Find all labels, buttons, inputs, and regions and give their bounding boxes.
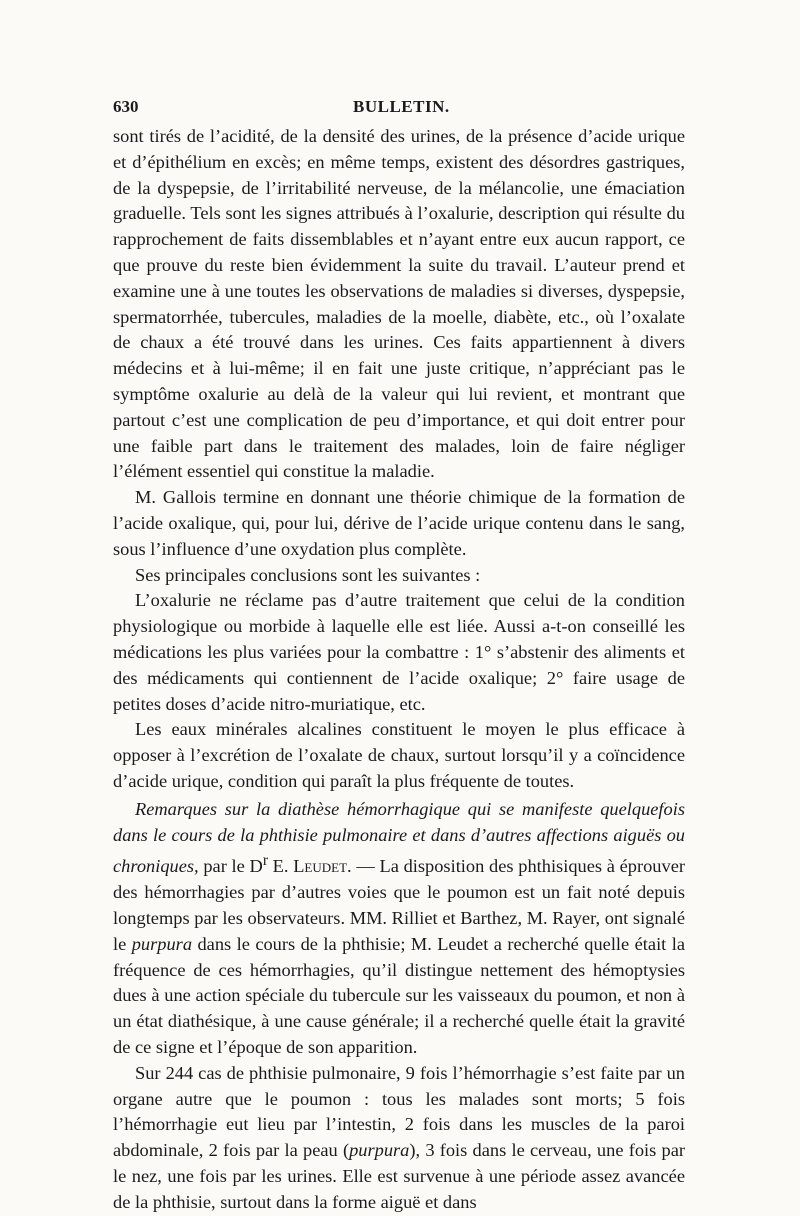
paragraph-continuation: sont tirés de l’acidité, de la densité des urines, de la présence d’acide urique et d’épithélium en excès; en même temps, existent des désordres gastriques, de la dyspepsie, de l’irritabilité nerveuse, de la mélancolie, une émaciation graduelle. Tels sont les signes attribués à l’oxalurie, description qui résulte du rapprochement de faits dissemblables et n’ayant entre eux aucun rapport, ce que prouve du reste bien évidemment la suite du travail. L’auteur prend et examine une à une toutes les observations de maladies si diverses, dyspepsie, spermatorrhée, tubercules, maladies de la moelle, diabète, etc., où l’oxalate de chaux a été trouvé dans les urines. Ces faits appartiennent à divers médecins et à lui-même; il en fait une juste critique, n’appréciant pas le symptôme oxalurie au delà de la valeur qui lui revient, et montrant que partout c’est une complication de peu d’importance, et qui doit entrer pour une faible part dans le traitement des malades, loin de faire négliger l’élément essentiel qui constitue la maladie. <box>113 126 685 482</box>
article-leudet <box>113 797 685 1061</box>
purpura-term: purpura <box>131 933 193 954</box>
author-initial: E. <box>267 856 294 877</box>
page-header <box>113 97 685 121</box>
stats-text-start: Sur 244 cas de phthisie pulmonaire, 9 fois l’hémorrhagie s’est faite par un organe autre que le poumon : tous les malades sont morts; 5 fois l’hémorrhagie eut lieu par l’intestin, 2 fois dans les muscles de la paroi abdominale, 2 fois par la peau ( <box>113 1062 685 1161</box>
purpura-term-2: purpura <box>349 1140 410 1161</box>
page-body <box>113 124 685 1216</box>
article-title: Remarques sur la diathèse hémorrhagique qui se manifeste quelquefois dans le cours de la phthisie pulmonaire et dans d’autres affections aiguës ou chroniques, <box>113 798 685 877</box>
paragraph-mineral-waters: Les eaux minérales alcalines constituent le moyen le plus efficace à opposer à l’excrétion de l’oxalate de chaux, surtout lorsqu’il y a coïncidence d’acide urique, condition qui paraît la plus fréquente de toutes. <box>113 719 685 791</box>
article-body: dans le cours de la phthisie; M. Leudet a recherché quelle était la fréquence de ces hémorrhagies, qu’il distingue nettement des hémoptysies dues à une action spéciale du tubercule sur les vaisseaux du poumon, et non à un état diathésique, à une cause générale; il a recherché quelle était la gravité de ce signe et l’époque de son apparition. <box>113 933 686 1058</box>
article-byline: par le D <box>198 856 263 877</box>
paragraph-oxalurie-treatment: L’oxalurie ne réclame pas d’autre traitement que celui de la condition physiologique ou morbide à laquelle elle est liée. Aussi a-t-on conseillé les médications les plus variées pour la combattre : 1° s’abstenir des aliments et des médicaments qui contiennent de l’acide oxalique; 2° faire usage de petites doses d’acide nitro-muriatique, etc. <box>113 590 685 714</box>
paragraph-gallois-theory: M. Gallois termine en donnant une théorie chimique de la formation de l’acide oxalique, qui, pour lui, dérive de l’acide urique contenu dans le sang, sous l’influence d’une oxydation plus complète. <box>113 487 685 559</box>
paragraph-statistics <box>113 1061 685 1216</box>
paragraph-conclusions-intro: Ses principales conclusions sont les suivantes : <box>135 564 481 585</box>
running-title: BULLETIN. <box>353 97 450 116</box>
author-name: Leudet <box>293 856 348 877</box>
doctor-abbrev-sup: r <box>262 852 268 870</box>
page-number: 630 <box>113 97 139 116</box>
stats-text-end: ), 3 fois dans le cerveau, une fois par le nez, une fois par les urines. Elle est survenue à une période assez avancée de la phthisie, surtout dans la forme aiguë et dans <box>113 1140 685 1212</box>
article-intro: . — La disposition des phthisiques à éprouver des hémorrhagies par d’autres voies que le poumon est un fait noté depuis longtemps par les observateurs. MM. Rilliet et Barthez, M. Rayer, ont signalé le <box>113 856 685 954</box>
